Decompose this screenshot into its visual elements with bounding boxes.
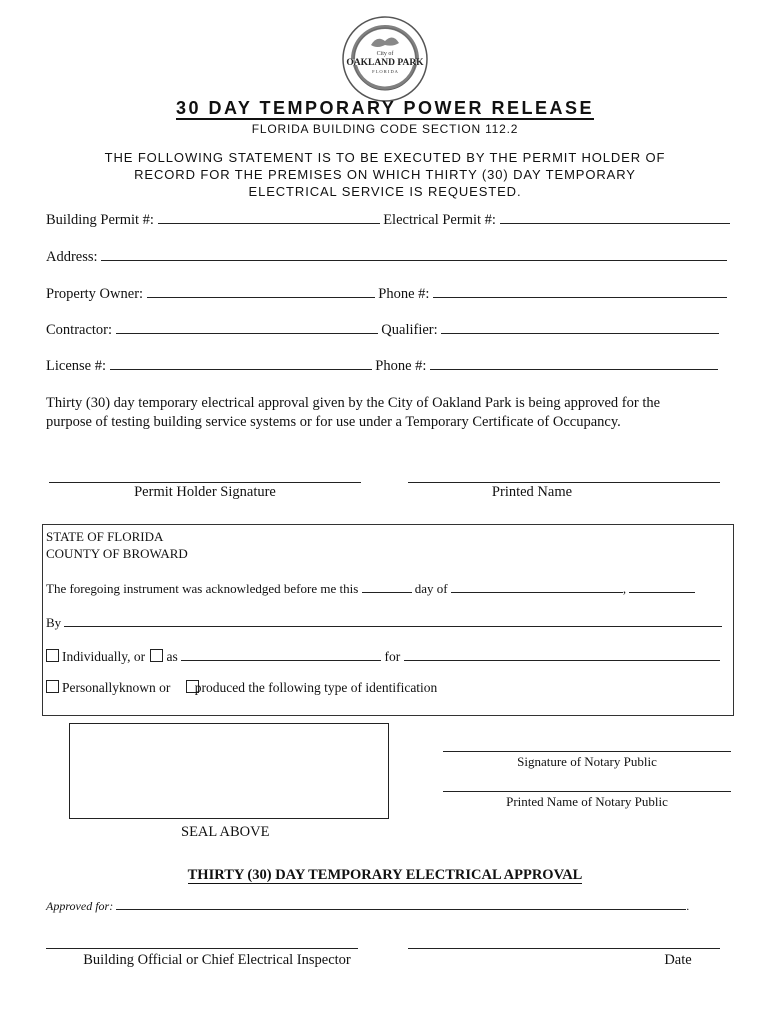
address-row xyxy=(46,248,727,266)
license-field[interactable] xyxy=(110,357,372,370)
property-owner-label: Property Owner: xyxy=(46,286,144,302)
license-label: License #: xyxy=(46,358,106,374)
statement-line: RECORD FOR THE PREMISES ON WHICH THIRTY (30) DAY TEMPORARY xyxy=(134,167,636,182)
personally-known-checkbox[interactable] xyxy=(46,680,59,693)
seal-above-label: SEAL ABOVE xyxy=(181,824,270,840)
instruction-statement xyxy=(95,149,675,200)
by-row xyxy=(46,614,722,631)
notary-section xyxy=(42,524,734,716)
contractor-field[interactable] xyxy=(116,321,378,334)
address-field[interactable] xyxy=(101,248,727,261)
paragraph-line: Thirty (30) day temporary electrical approval given by the City of Oakland Park is being approved for the xyxy=(46,395,661,411)
produced-label: produced the following type of identification xyxy=(194,680,438,695)
identification-row xyxy=(46,680,437,696)
as-checkbox[interactable] xyxy=(150,649,163,662)
ack-day-field[interactable] xyxy=(362,580,412,593)
notary-printed-name-label: Printed Name of Notary Public xyxy=(506,794,668,809)
logo-name: OAKLAND PARK xyxy=(346,58,424,68)
date-label: Date xyxy=(664,952,692,968)
address-label: Address: xyxy=(46,249,98,265)
notary-printed-name-line[interactable] xyxy=(443,791,731,792)
known-or-label: known or xyxy=(119,680,171,695)
approval-title: THIRTY (30) DAY TEMPORARY ELECTRICAL APPROVAL xyxy=(187,867,583,883)
document-title: 30 DAY TEMPORARY POWER RELEASE xyxy=(175,98,595,118)
statement-line: THE FOLLOWING STATEMENT IS TO BE EXECUTED BY THE PERMIT HOLDER OF xyxy=(104,150,666,165)
building-permit-field[interactable] xyxy=(158,211,380,224)
owner-phone-field[interactable] xyxy=(433,285,727,298)
acknowledgment-row xyxy=(46,580,695,597)
ack-comma: , xyxy=(622,581,627,596)
qualifier-label: Qualifier: xyxy=(381,322,438,338)
notary-signature-label: Signature of Notary Public xyxy=(517,754,657,769)
ack-day-label: day of xyxy=(414,581,448,596)
official-signature-label: Building Official or Chief Electrical Inspector xyxy=(83,952,351,968)
approved-for-row xyxy=(46,897,689,914)
statement-line: ELECTRICAL SERVICE IS REQUESTED. xyxy=(248,184,522,199)
license-phone-field[interactable] xyxy=(430,357,718,370)
individually-label: Individually, or xyxy=(62,649,146,664)
license-row xyxy=(46,357,718,375)
as-label: as xyxy=(166,649,178,664)
capacity-row xyxy=(46,648,720,665)
property-owner-field[interactable] xyxy=(147,285,375,298)
electrical-permit-field[interactable] xyxy=(500,211,730,224)
notary-state: STATE OF FLORIDA xyxy=(46,529,164,544)
city-seal-logo xyxy=(341,15,429,103)
building-permit-label: Building Permit #: xyxy=(46,212,154,228)
phone-label: Phone #: xyxy=(378,286,430,302)
by-label: By xyxy=(46,615,62,630)
permit-holder-signature-line[interactable] xyxy=(49,482,361,483)
printed-name-line[interactable] xyxy=(408,482,720,483)
phone-label: Phone #: xyxy=(375,358,427,374)
notary-signature-line[interactable] xyxy=(443,751,731,752)
by-field[interactable] xyxy=(64,614,722,627)
personally-label: Personally xyxy=(62,680,119,695)
owner-row xyxy=(46,285,727,303)
approved-for-period: . xyxy=(686,899,690,913)
document-subtitle: FLORIDA BUILDING CODE SECTION 112.2 xyxy=(251,122,519,136)
ack-year-field[interactable] xyxy=(629,580,695,593)
paragraph-line: purpose of testing building service systems or for use under a Temporary Certificate of Occupancy. xyxy=(46,414,621,430)
for-label: for xyxy=(384,649,401,664)
logo-city-of: City of xyxy=(376,51,394,57)
approval-paragraph xyxy=(46,394,726,432)
ack-text: The foregoing instrument was acknowledged before me this xyxy=(46,581,359,596)
official-signature-line[interactable] xyxy=(46,948,358,949)
printed-name-label: Printed Name xyxy=(491,484,573,500)
contractor-label: Contractor: xyxy=(46,322,113,338)
approved-for-label: Approved for: xyxy=(46,899,114,913)
logo-state: F L O R I D A xyxy=(372,69,398,74)
date-line[interactable] xyxy=(408,948,720,949)
for-field[interactable] xyxy=(404,648,720,661)
electrical-permit-label: Electrical Permit #: xyxy=(383,212,496,228)
permit-holder-signature-label: Permit Holder Signature xyxy=(134,484,276,500)
qualifier-field[interactable] xyxy=(441,321,719,334)
contractor-row xyxy=(46,321,719,339)
individually-checkbox[interactable] xyxy=(46,649,59,662)
approved-for-field[interactable] xyxy=(116,897,686,910)
as-field[interactable] xyxy=(181,648,381,661)
notary-county: COUNTY OF BROWARD xyxy=(46,546,188,561)
ack-month-field[interactable] xyxy=(451,580,623,593)
permit-row xyxy=(46,211,730,229)
notary-seal-box xyxy=(69,723,389,819)
